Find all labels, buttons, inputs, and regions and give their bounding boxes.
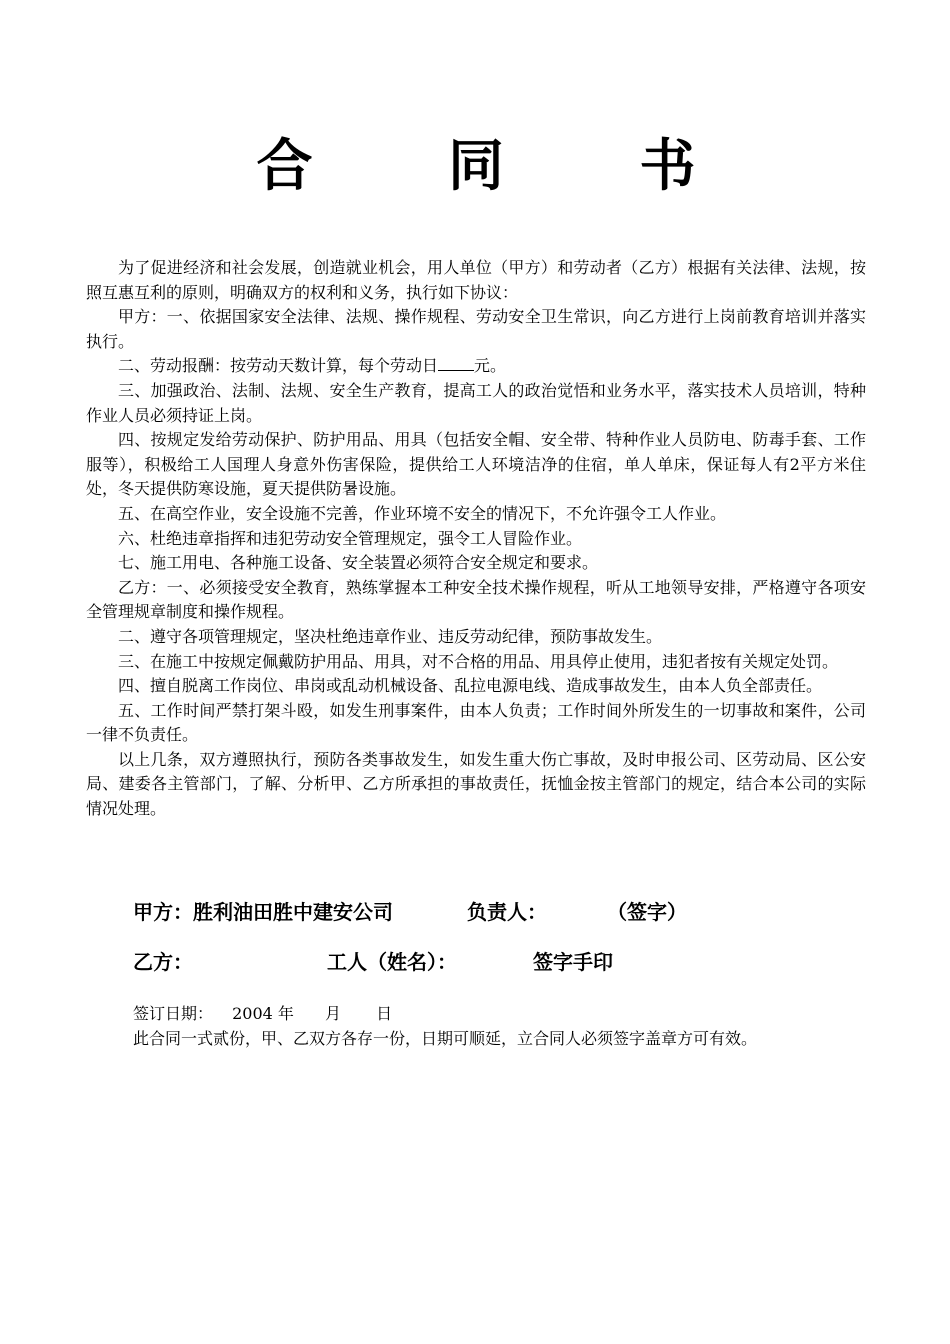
- signing-date-label: 签订日期：: [133, 1004, 214, 1023]
- clause-a-7: 七、施工用电、各种施工设备、安全装置必须符合安全规定和要求。: [118, 553, 599, 573]
- pay-amount-blank: [438, 356, 474, 371]
- clause-a-3: 三、加强政治、法制、法规、安全生产教育，提高工人的政治觉悟和业务水平，落实技术人员培训，特种作业人员必须持证上岗。: [86, 380, 866, 425]
- clause-a-4: 四、按规定发给劳动保护、防护用品、用具（包括安全帽、安全带、特种作业人员防电、防毒手套、工作服等），积极给工人国理人身意外伤害保险，提供给工人环境洁净的住宿，单人单床，保证每人有2平方米住处，冬天提供防寒设施，夏天提供防暑设施。: [86, 430, 866, 499]
- clause-b-1: 乙方：一、必须接受安全教育，熟练掌握本工种安全技术操作规程，听从工地领导安排，严格遵守各项安全管理规章制度和操作规程。: [86, 577, 866, 622]
- validity-note: 此合同一式贰份，甲、乙双方各存一份，日期可顺延，立合同人必须签字盖章方可有效。: [133, 1029, 758, 1048]
- clause-b-5: 五、工作时间严禁打架斗殴，如发生刑事案件，由本人负责；工作时间外所发生的一切事故和案件，公司一律不负责任。: [86, 700, 866, 745]
- closing-paragraph: 以上几条，双方遵照执行，预防各类事故发生，如发生重大伤亡事故，及时申报公司、区劳动局、区公安局、建委各主管部门，了解、分析甲、乙方所承担的事故责任，抚恤金按主管部门的规定，结合本公司的实际情况处理。: [86, 749, 866, 819]
- responsible-person-label: 负责人：: [467, 900, 547, 924]
- clause-b-2: 二、遵守各项管理规定，坚决杜绝违章作业、违反劳动纪律，预防事故发生。: [118, 626, 663, 646]
- clause-a-1: 甲方：一、依据国家安全法律、法规、操作规程、劳动安全卫生常识，向乙方进行上岗前教育培训并落实执行。: [86, 307, 866, 351]
- document-title: 合 同 书: [256, 133, 754, 199]
- clause-a-6: 六、杜绝违章指挥和违犯劳动安全管理规定，强令工人冒险作业。: [118, 528, 583, 548]
- clause-b-3: 三、在施工中按规定佩戴防护用品、用具，对不合格的用品、用具停止使用，违犯者按有关规定处罚。: [118, 651, 839, 671]
- footer: [133, 1001, 757, 1051]
- sign-note: （签字）: [607, 900, 687, 924]
- signing-month: 月: [325, 1004, 342, 1023]
- pay-clause-unit: 元。: [474, 356, 507, 376]
- signing-date-line: [133, 1001, 757, 1026]
- intro-paragraph: 为了促进经济和社会发展，创造就业机会，用人单位（甲方）和劳动者（乙方）根据有关法律、法规，按照互惠互利的原则，明确双方的权利和义务，执行如下协议：: [86, 258, 866, 302]
- clause-a-5: 五、在高空作业，安全设施不完善，作业环境不安全的情况下，不允许强令工人作业。: [118, 503, 727, 523]
- party-a-name: 甲方：胜利油田胜中建安公司: [133, 900, 393, 924]
- signing-day: 日: [376, 1004, 393, 1023]
- pay-clause-text: 二、劳动报酬：按劳动天数计算，每个劳动日: [118, 356, 439, 376]
- contract-body: [86, 256, 866, 822]
- fingerprint-label: 签字手印: [533, 950, 613, 974]
- clause-a-2: [86, 354, 866, 379]
- signing-year: 2004 年: [232, 1004, 294, 1023]
- worker-name-label: 工人（姓名）：: [327, 950, 457, 974]
- party-b-label: 乙方：: [133, 950, 193, 974]
- clause-b-4: 四、擅自脱离工作岗位、串岗或乱动机械设备、乱拉电源电线、造成事故发生，由本人负全部责任。: [118, 676, 823, 696]
